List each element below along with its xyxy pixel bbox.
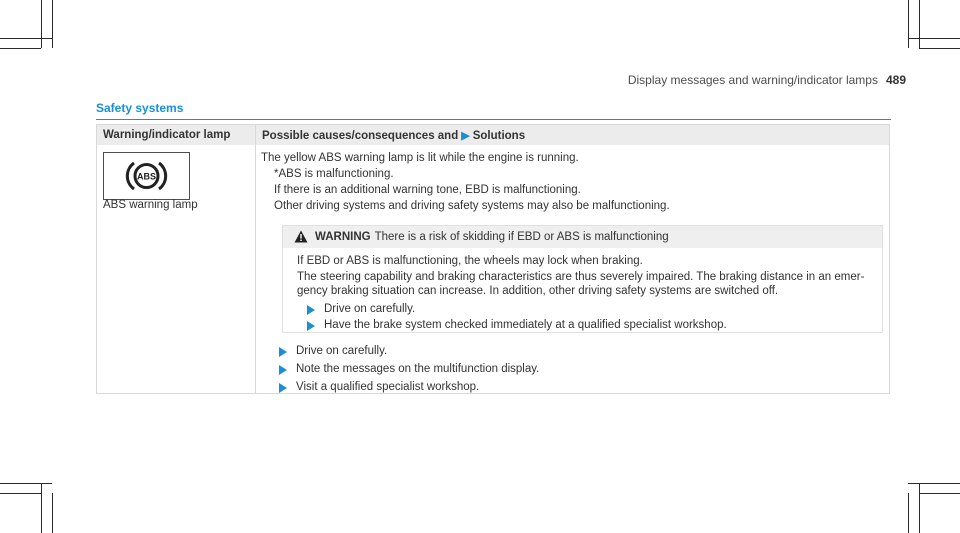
section-title: Safety systems	[96, 101, 184, 115]
col2-header-causes: Possible causes/consequences and	[262, 130, 459, 142]
solution-arrow-icon	[278, 365, 288, 375]
crop-mark	[908, 483, 960, 484]
warning-triangle-icon	[294, 230, 308, 243]
solution-item: Drive on carefully.	[296, 345, 388, 357]
col1-header: Warning/indicator lamp	[103, 129, 231, 141]
crop-mark	[919, 0, 920, 48]
abs-icon-text: ABS	[136, 171, 157, 182]
col2-header-solutions: Solutions	[472, 130, 526, 142]
crop-mark	[919, 483, 920, 533]
cause-text: If there is an additional warning tone, EBD is malfunctioning.	[274, 184, 581, 196]
warning-label: WARNING	[315, 231, 371, 243]
page-header	[628, 73, 906, 87]
lamp-table	[96, 124, 890, 394]
crop-mark	[919, 493, 960, 494]
crop-mark	[919, 48, 960, 49]
warning-text: The steering capability and braking characteristics are thus severely impaired. The braking distance in an emer-	[297, 271, 865, 283]
crop-mark	[908, 38, 960, 39]
crop-mark	[41, 483, 42, 533]
cause-text: Other driving systems and driving safety systems may also be malfunctioning.	[274, 200, 670, 212]
crop-mark	[908, 493, 909, 533]
warning-action: Have the brake system checked immediately at a qualified specialist workshop.	[324, 319, 727, 331]
section-rule	[96, 119, 891, 120]
warning-box	[282, 225, 883, 333]
abs-lamp-box	[103, 152, 190, 200]
crop-mark	[52, 0, 53, 48]
header-title: Display messages and warning/indicator lamps	[627, 73, 878, 87]
warning-header	[283, 226, 882, 248]
abs-warning-icon	[104, 153, 189, 199]
action-arrow-icon	[306, 321, 316, 331]
action-arrow-icon	[306, 305, 316, 315]
solution-arrow-icon	[278, 383, 288, 393]
cause-text: The yellow ABS warning lamp is lit while the engine is running.	[261, 152, 579, 164]
crop-mark	[52, 493, 53, 533]
crop-mark	[0, 38, 52, 39]
crop-mark	[0, 493, 41, 494]
solution-arrow-icon	[278, 347, 288, 357]
solution-item: Note the messages on the multifunction display.	[296, 363, 540, 375]
table-header-row	[97, 125, 889, 145]
solutions-arrow-icon: ▶	[461, 130, 470, 142]
lamp-label: ABS warning lamp	[103, 199, 198, 211]
warning-text: gency braking situation can increase. In addition, other driving safety systems are switched off.	[297, 285, 779, 297]
warning-title	[315, 231, 669, 243]
crop-mark	[0, 483, 52, 484]
cause-text: *ABS is malfunctioning.	[274, 168, 394, 180]
crop-mark	[41, 0, 42, 48]
crop-mark	[908, 0, 909, 48]
warning-title-text: There is a risk of skidding if EBD or ABS is malfunctioning	[374, 231, 669, 243]
col2-header	[262, 129, 525, 142]
warning-text: If EBD or ABS is malfunctioning, the wheels may lock when braking.	[297, 255, 643, 267]
column-divider	[255, 125, 256, 393]
page-number: 489	[885, 73, 906, 87]
warning-action: Drive on carefully.	[324, 303, 416, 315]
crop-mark	[0, 48, 41, 49]
solution-item: Visit a qualified specialist workshop.	[296, 381, 480, 393]
